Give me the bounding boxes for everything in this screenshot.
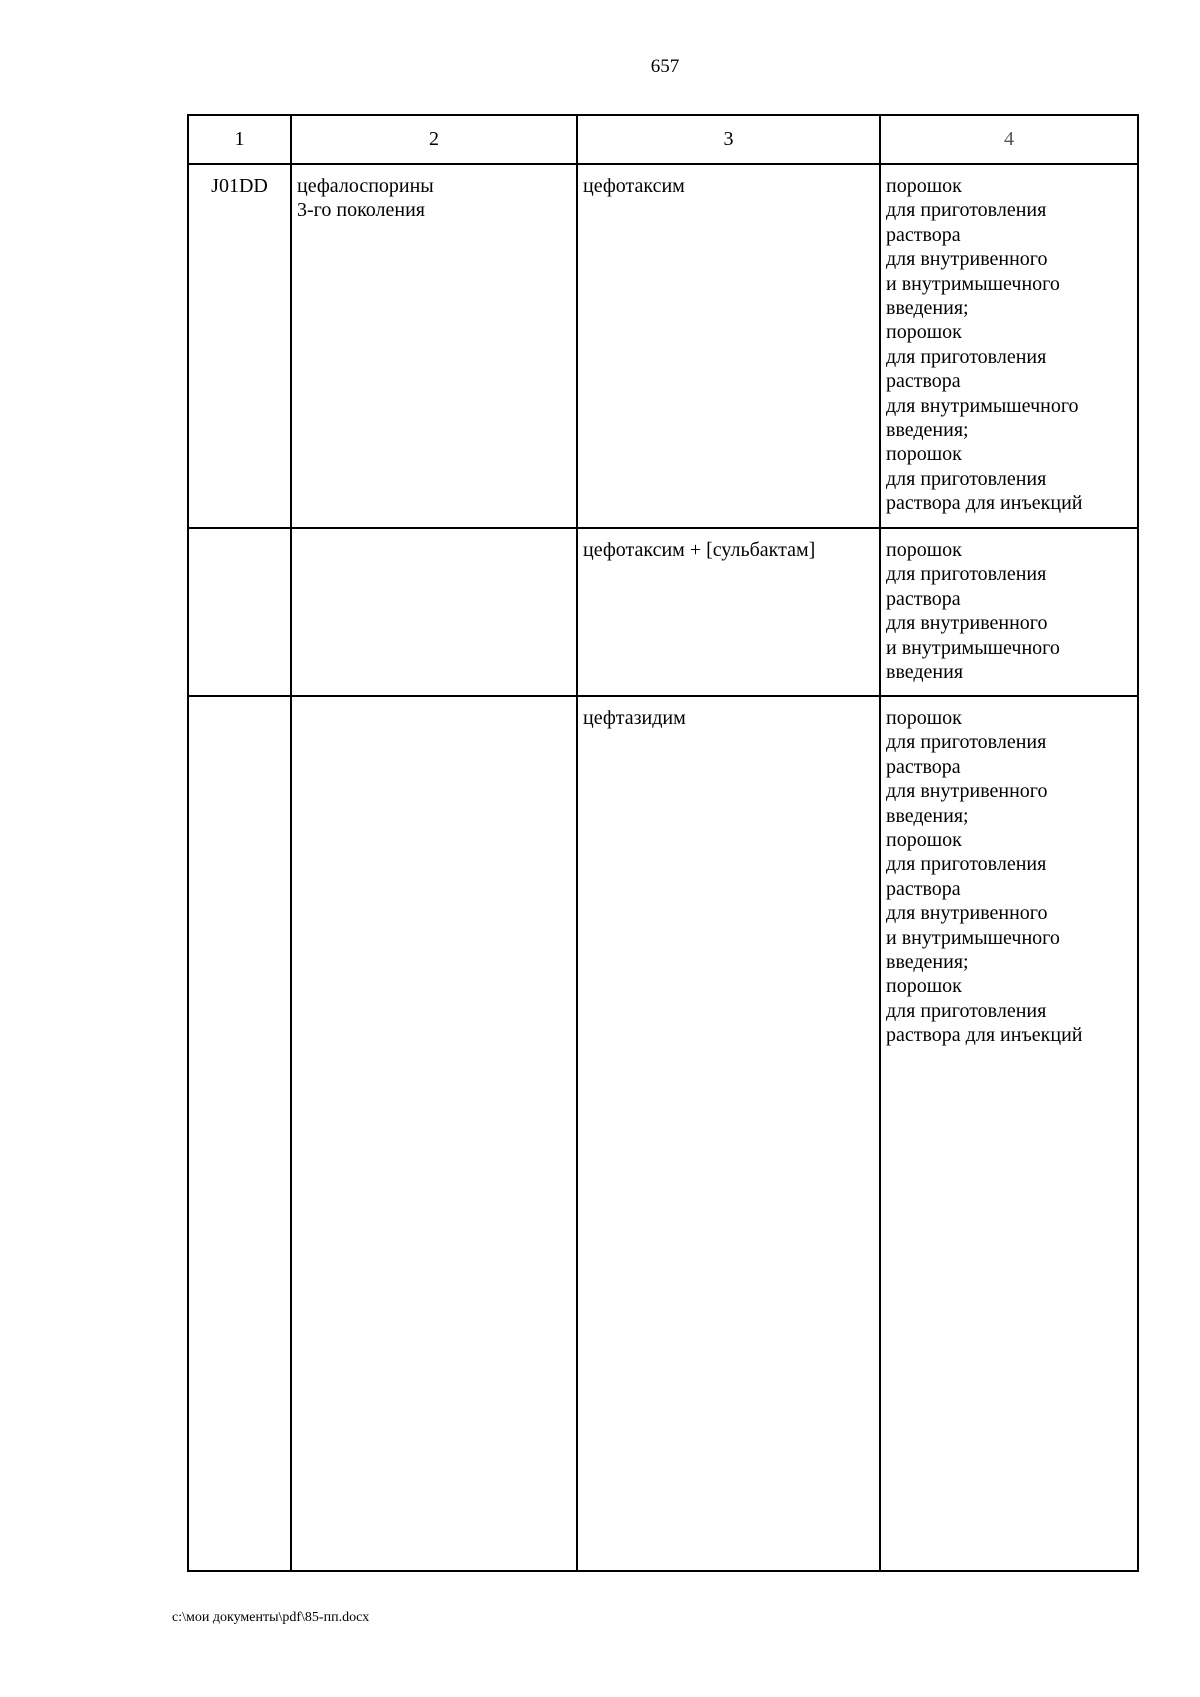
drug-table (187, 114, 1139, 1572)
header-col-2: 2 (291, 115, 577, 164)
table-header-row (188, 115, 1138, 164)
atc-code-cell: J01DD (188, 164, 291, 528)
table-row (188, 164, 1138, 528)
drug-name-cell: цефотаксим + [сульбактам] (577, 528, 880, 696)
group-cell: цефалоспорины 3-го поколения (291, 164, 577, 528)
atc-code-cell (188, 696, 291, 1571)
dosage-form-cell: порошок для приготовления раствора для внутривенного введения; порошок для приготовления раствора для внутривенного и внутримышечного введения; порошок для приготовления раствора для инъекций (880, 696, 1138, 1571)
header-col-3: 3 (577, 115, 880, 164)
page-number: 657 (650, 56, 680, 77)
group-cell (291, 528, 577, 696)
drug-name-cell: цефтазидим (577, 696, 880, 1571)
dosage-form-cell: порошок для приготовления раствора для внутривенного и внутримышечного введения; порошок для приготовления раствора для внутримышечного введения; порошок для приготовления раствора для инъекций (880, 164, 1138, 528)
footer-file-path: c:\мои документы\pdf\85-пп.docx (172, 1610, 370, 1625)
table-row (188, 528, 1138, 696)
drug-name-cell: цефотаксим (577, 164, 880, 528)
table-row (188, 696, 1138, 1571)
group-cell (291, 696, 577, 1571)
header-col-1: 1 (188, 115, 291, 164)
atc-code-cell (188, 528, 291, 696)
dosage-form-cell: порошок для приготовления раствора для внутривенного и внутримышечного введения (880, 528, 1138, 696)
header-col-4: 4 (880, 115, 1138, 164)
